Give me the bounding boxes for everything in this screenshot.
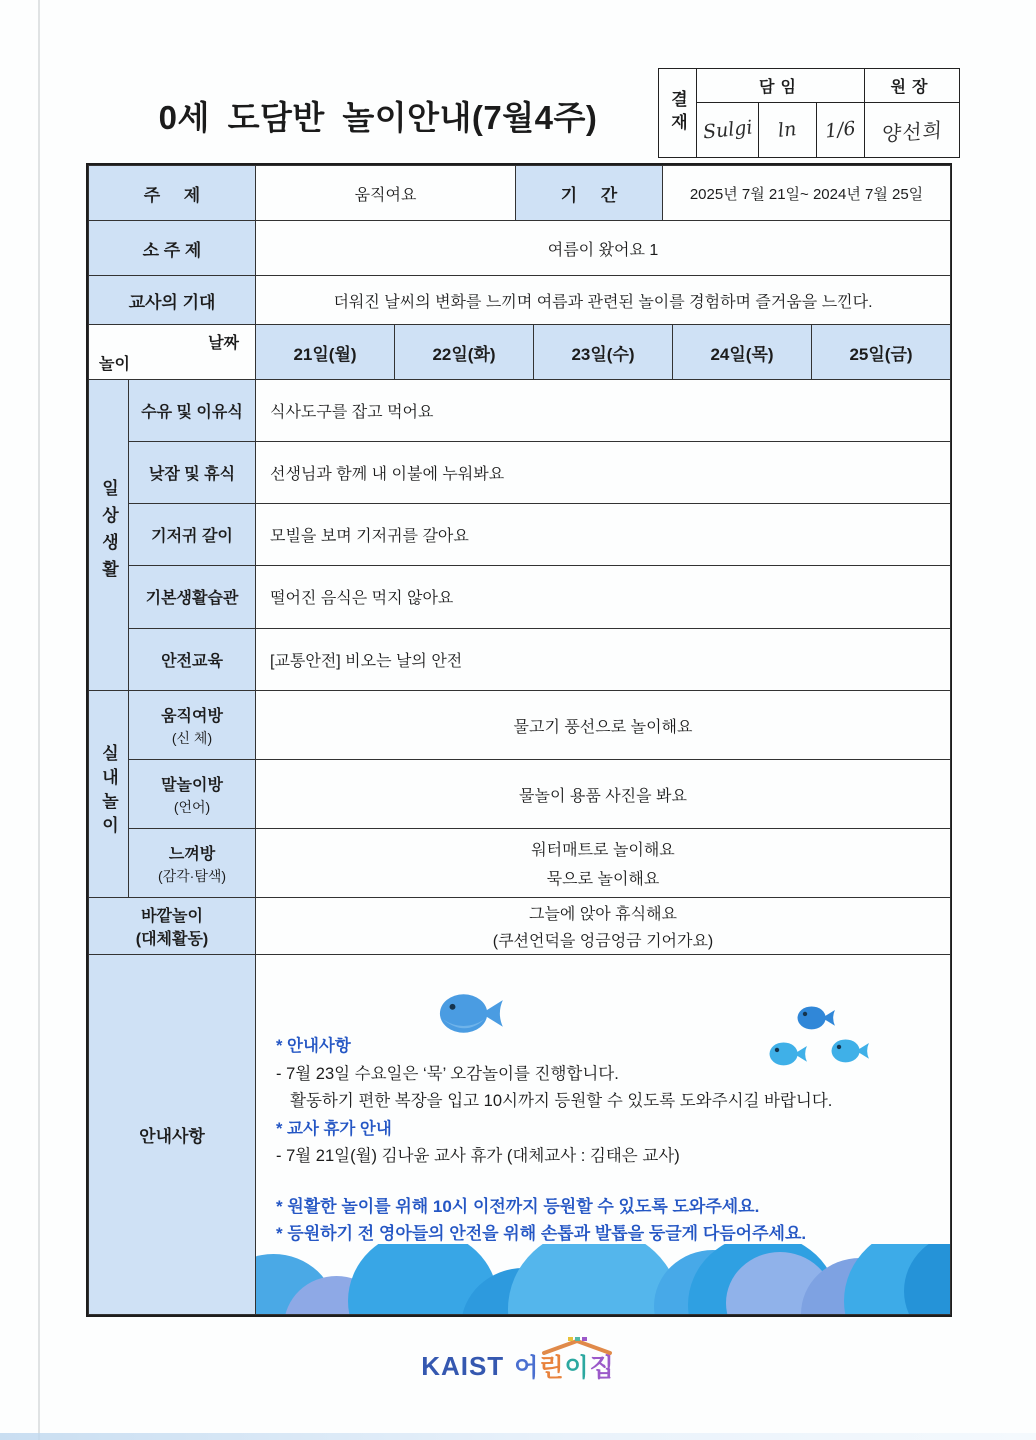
room-name: 느껴방: [168, 845, 216, 863]
indoor-row-label: [129, 760, 256, 829]
signature-cell: [759, 103, 817, 158]
daily-row-label: 기저귀 갈이: [129, 503, 256, 565]
weekly-plan-table: [86, 163, 952, 1317]
daily-row-label: 수유 및 이유식: [129, 379, 256, 441]
room-domain: (언어): [173, 798, 211, 815]
notice-line-1: - 7월 23일 수요일은 ‘묵’ 오감놀이를 진행합니다.: [276, 1064, 619, 1083]
logo-letter: 린: [539, 1354, 565, 1382]
signature-teacher-2: ln: [777, 118, 798, 142]
room-name: 말놀이방: [161, 776, 223, 794]
signature-cell: [865, 103, 960, 158]
indoor-row-content: 물고기 풍선으로 놀이해요: [256, 691, 951, 760]
daily-life-section: [88, 379, 951, 692]
page-title: 0세 도담반 놀이안내(7월4주): [158, 99, 598, 136]
notice-content-cell: [256, 955, 951, 1315]
indoor-play-section: [88, 690, 951, 898]
indoor-content-line1: 워터매트로 놀이해요: [531, 842, 675, 860]
daily-row-content: [교통안전] 비오는 날의 안전: [256, 628, 951, 691]
corner-date-label: 날짜: [208, 335, 239, 353]
notice-bold-1: * 원활한 놀이를 위해 10시 이전까지 등원할 수 있도록 도와주세요.: [276, 1196, 760, 1216]
day-header-tue: 22일(화): [395, 325, 534, 380]
theme-label: 주 제: [89, 166, 256, 221]
notice-bold-2: * 등원하기 전 영아들의 안전을 위해 손톱과 발톱을 둥글게 다듬어주세요.: [276, 1224, 807, 1244]
outdoor-sublabel: (대체활동): [135, 931, 209, 949]
outdoor-label-cell: [89, 897, 256, 955]
room-name: 움직여방: [161, 707, 223, 725]
fish-icon: [794, 1001, 838, 1033]
kaist-logo-text: KAIST: [421, 1350, 505, 1381]
footer: [0, 1348, 1036, 1384]
outdoor-label: 바깥놀이: [141, 908, 203, 926]
signature-teacher-1: Sulgi: [701, 116, 754, 144]
notice-label: 안내사항: [89, 955, 256, 1315]
daily-row-content: 식사도구를 잡고 먹어요: [256, 379, 951, 441]
outdoor-line1: 그늘에 앉아 휴식해요: [529, 906, 677, 924]
approval-teacher-header: 담임: [697, 69, 865, 103]
notice-heading-2: * 교사 휴가 안내: [276, 1119, 392, 1138]
indoor-row-label: [129, 829, 256, 898]
notice-text-block: [276, 1033, 936, 1248]
room-domain: (신 체): [171, 729, 213, 746]
day-header-wed: 23일(수): [534, 325, 673, 380]
theme-value: 움직여요: [256, 166, 516, 221]
logo-letter: 집: [589, 1354, 615, 1382]
daily-row-content: 모빌을 보며 기저귀를 갈아요: [256, 503, 951, 565]
indoor-section-cell: [89, 691, 129, 898]
daily-row-label: 낮잠 및 휴식: [129, 441, 256, 503]
daily-row-label: 안전교육: [129, 628, 256, 691]
daycare-logo-text: [514, 1348, 615, 1384]
wave-decoration: [256, 1244, 950, 1314]
day-header-mon: 21일(월): [256, 325, 395, 380]
indoor-row-content: 물놀이 용품 사진을 봐요: [256, 760, 951, 829]
house-roof-icon: [540, 1337, 614, 1355]
day-header-fri: 25일(금): [812, 325, 951, 380]
signature-cell: [697, 103, 759, 158]
scan-artifact-bottom: [0, 1433, 1036, 1440]
expectation-value: 더워진 날씨의 변화를 느끼며 여름과 관련된 놀이를 경험하며 즐거움을 느낀다.: [256, 276, 951, 326]
corner-cell: [89, 325, 256, 380]
signature-director: 양선희: [881, 119, 943, 146]
day-header-thu: 24일(목): [673, 325, 812, 380]
logo-letter: 어: [514, 1354, 540, 1382]
daily-row-content: 선생님과 함께 내 이불에 누워봐요: [256, 441, 951, 503]
period-value: 2025년 7월 21일~ 2024년 7월 25일: [663, 166, 951, 221]
daily-row-content: 떨어진 음식은 먹지 않아요: [256, 565, 951, 628]
indoor-row-content: [256, 829, 951, 898]
signature-teacher-3: 1/6: [824, 117, 857, 143]
expectation-label: 교사의 기대: [89, 276, 256, 326]
notice-spacer: [276, 1171, 936, 1193]
signature-cell: [817, 103, 865, 158]
approval-table: [658, 68, 960, 158]
indoor-row-label: [129, 691, 256, 760]
logo-letter: 이: [564, 1354, 590, 1382]
approval-director-header: 원장: [865, 69, 960, 103]
subtheme-label: 소 주 제: [89, 221, 256, 276]
notice-line-2: 활동하기 편한 복장을 입고 10시까지 등원할 수 있도록 도와주시길 바랍니다.: [290, 1092, 833, 1111]
outdoor-play-section: [88, 897, 951, 956]
theme-section: [88, 165, 951, 326]
indoor-section-label: 실내놀이: [99, 743, 118, 840]
indoor-content-line2: 묵으로 놀이해요: [546, 871, 660, 889]
approval-stamp-label: 결재: [659, 69, 697, 158]
date-header-row: [88, 324, 951, 380]
corner-play-label: 놀이: [99, 356, 130, 374]
notice-section: [88, 954, 951, 1315]
daily-row-label: 기본생활습관: [129, 565, 256, 628]
daily-section-cell: [89, 379, 129, 691]
outdoor-line2: (쿠션언덕을 엉금엉금 기어가요): [492, 933, 714, 951]
period-label: 기 간: [516, 166, 663, 221]
daily-section-label: 일상생활: [99, 478, 118, 587]
outdoor-content: [256, 897, 951, 955]
fish-icon: [434, 985, 508, 1039]
scan-artifact-left: [38, 0, 40, 1440]
notice-line-3: - 7월 21일(월) 김나윤 교사 휴가 (대체교사 : 김태은 교사): [276, 1147, 680, 1166]
notice-heading-1: * 안내사항: [276, 1037, 351, 1056]
room-domain: (감각·탐색): [157, 867, 227, 884]
subtheme-value: 여름이 왔어요 1: [256, 221, 951, 276]
